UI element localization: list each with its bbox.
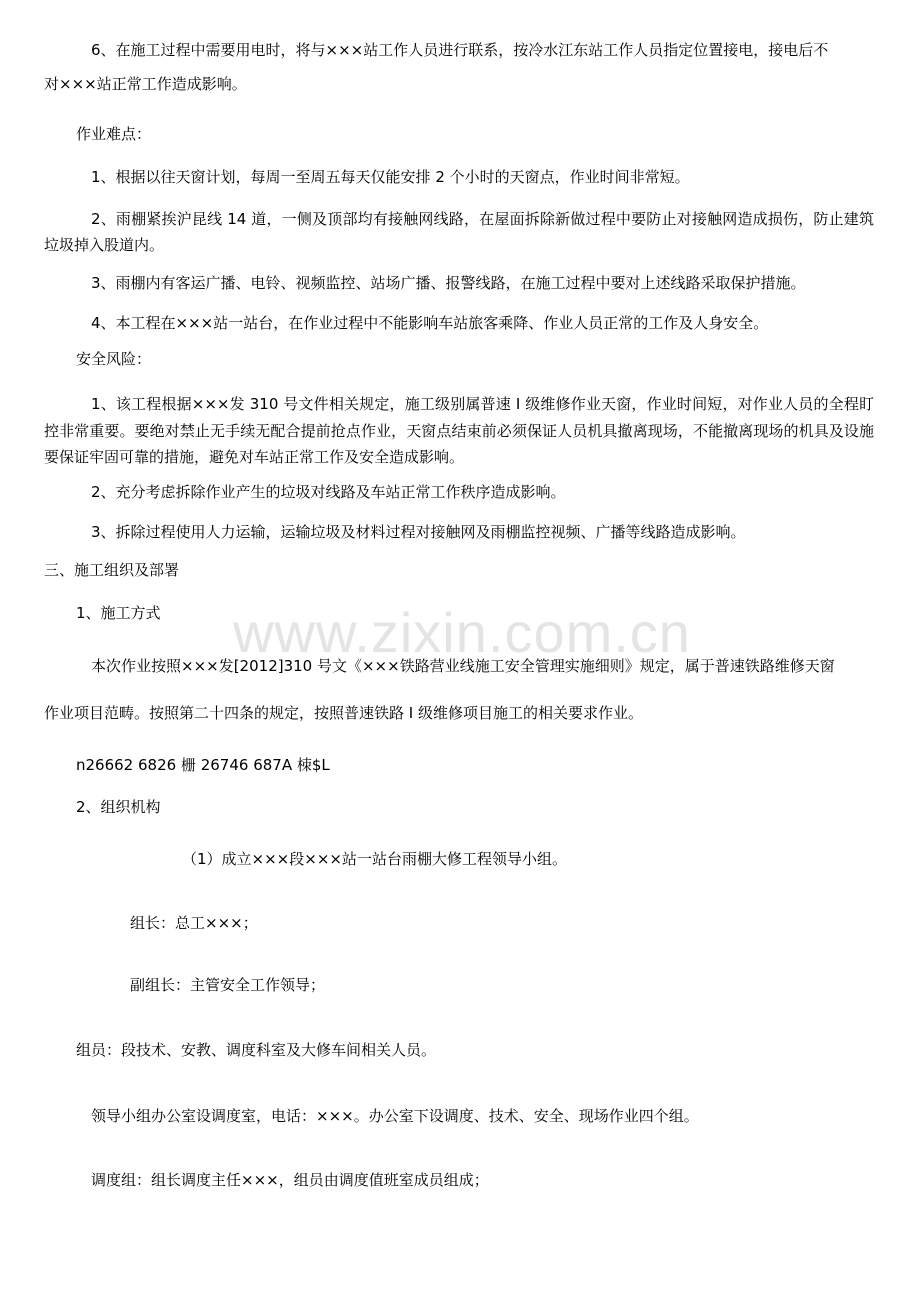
office-info: 领导小组办公室设调度室，电话：×××。办公室下设调度、技术、安全、现场作业四个组。 [91,1107,699,1125]
deputy-group-leader: 副组长：主管安全工作领导； [130,976,326,994]
watermark: www.zixin.com.cn [233,601,691,664]
section-heading-3: 三、施工组织及部署 [44,561,180,579]
difficulty-3: 3、雨棚内有客运广播、电铃、视频监控、站场广播、报警线路，在施工过程中要对上述线路采取保护措施。 [91,274,806,292]
difficulty-4: 4、本工程在×××站一站台，在作业过程中不能影响车站旅客乘降、作业人员正常的工作及人身安全。 [91,314,769,332]
heading-difficulties: 作业难点： [76,125,152,143]
risk-1: 1、该工程根据×××发 310 号文件相关规定，施工级别属普速 I 级维修作业天窗，作业时间短，对作业人员的全程盯控非常重要。要绝对禁止无手续无配合提前抢点作业，天窗点结束前必须保证人员机具撤离现场，不能撤离现场的机具及设施要保证牢固可靠的措施，避免对车站正常工作及安全造成影响。 [44,395,874,466]
group-leader: 组长：总工×××； [130,914,258,932]
difficulty-2: 2、雨棚紧挨沪昆线 14 道，一侧及顶部均有接触网线路，在屋面拆除新做过程中要防止对接触网造成损伤，防止建筑垃圾掉入股道内。 [44,210,874,254]
method-paragraph-line1: 本次作业按照×××发[2012]310 号文《×××铁路营业线施工安全管理实施细则》规定，属于普速铁路维修天窗 [91,657,835,675]
subheading-construction-method: 1、施工方式 [76,604,161,622]
paragraph-electricity-cont: 对×××站正常工作造成影响。 [44,75,247,93]
dispatch-group: 调度组：组长调度主任×××，组员由调度值班室成员组成； [91,1171,489,1189]
garbled-line: n26662 6826 栅 26746 687A 栜$L [76,756,330,774]
group-members: 组员：段技术、安教、调度科室及大修车间相关人员。 [76,1041,437,1059]
risk-3: 3、拆除过程使用人力运输，运输垃圾及材料过程对接触网及雨棚监控视频、广播等线路造成影响。 [91,523,746,541]
heading-safety-risks: 安全风险： [76,350,152,368]
risk-2: 2、充分考虑拆除作业产生的垃圾对线路及车站正常工作秩序造成影响。 [91,483,566,501]
org-item-1: （1）成立×××段×××站一站台雨棚大修工程领导小组。 [182,850,567,868]
difficulty-1: 1、根据以往天窗计划，每周一至周五每天仅能安排 2 个小时的天窗点，作业时间非常短。 [91,168,690,186]
method-paragraph-line2: 作业项目范畴。按照第二十四条的规定，按照普速铁路 I 级维修项目施工的相关要求作业。 [44,704,643,722]
subheading-organization: 2、组织机构 [76,798,161,816]
paragraph-electricity: 6、在施工过程中需要用电时，将与×××站工作人员进行联系，按冷水江东站工作人员指定位置接电，接电后不 [91,41,829,59]
